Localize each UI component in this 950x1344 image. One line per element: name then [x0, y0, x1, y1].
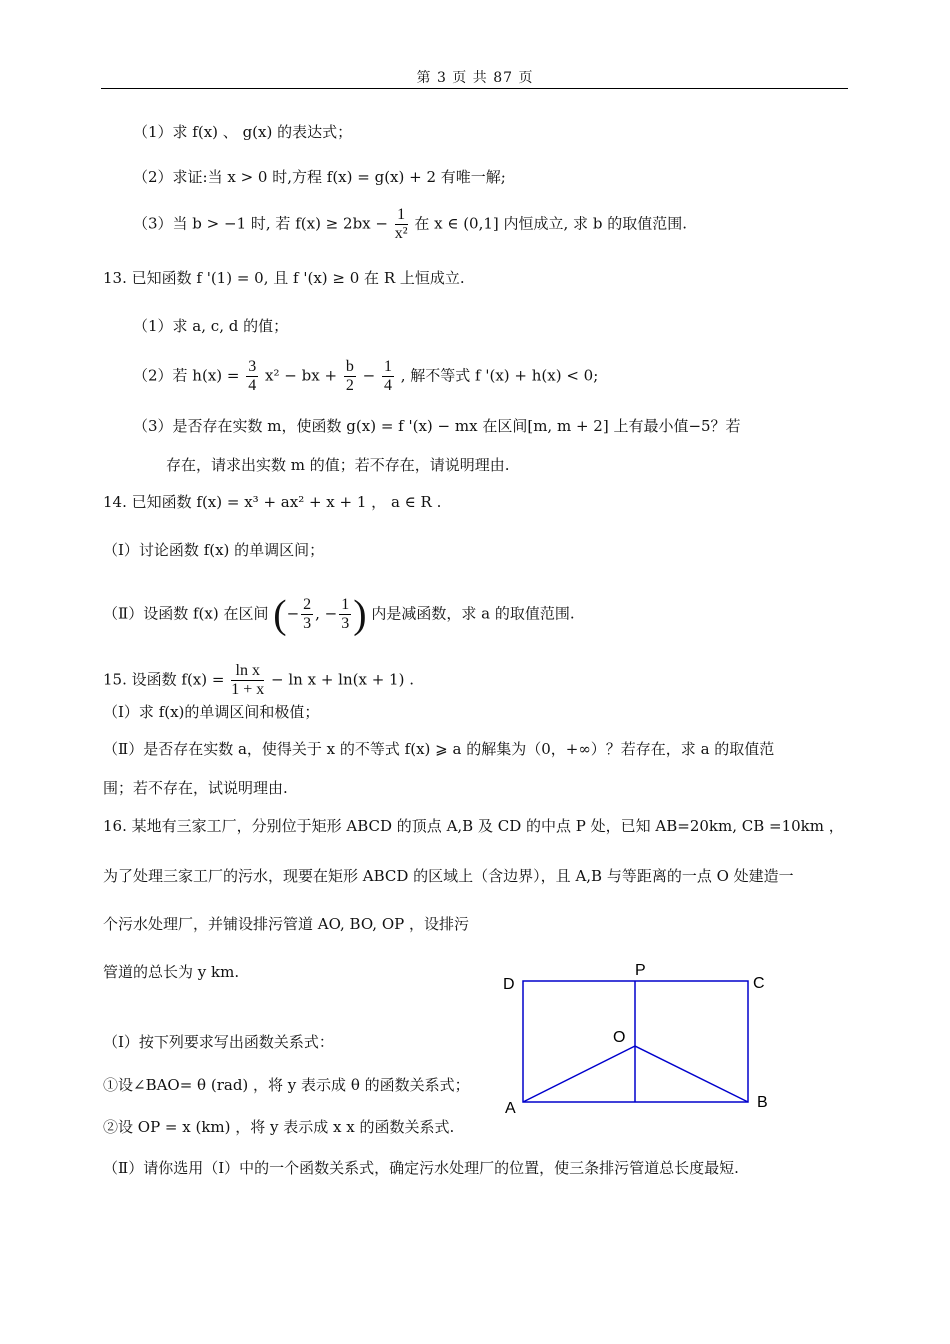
left-paren: ( [273, 591, 287, 637]
label-a: A [505, 1100, 516, 1117]
p12-q3-fraction: $\frac{1}{\text{x²}}$ [394, 206, 408, 242]
p16-line4: 管道的总长为 y km. [103, 963, 240, 981]
p12-q2: （2）求证:当 x > 0 时,方程 f(x) = g(x) + 2 有唯一解; [133, 168, 506, 186]
p16-line3: 个污水处理厂，并铺设排污管道 AO, BO, OP ，设排污 [103, 915, 469, 933]
p12-q3-pre: （3）当 b > −1 时, 若 f(x) ≥ 2bx − [133, 214, 388, 233]
p13-frac-b-2: $\frac{b}{2}$ [345, 358, 354, 394]
p13-frac-3-4: $\frac{3}{4}$ [248, 358, 257, 394]
line-ao [523, 1046, 635, 1102]
p14-q1: （Ⅰ）讨论函数 f(x) 的单调区间； [103, 541, 325, 559]
p16-line1: 16. 某地有三家工厂，分别位于矩形 ABCD 的顶点 A,B 及 CD 的中点 P 处，已知 AB=20km, CB =10km ， [103, 817, 844, 835]
right-paren: ) [353, 591, 367, 637]
p16-part1: （Ⅰ）按下列要求写出函数关系式： [103, 1033, 334, 1051]
p12-q1: （1）求 f(x) 、 g(x) 的表达式； [133, 123, 353, 141]
page-header: 第 3 页 共 87 页 [416, 70, 534, 86]
p14-frac-2-3: $\frac{2}{3}$ [303, 596, 312, 632]
label-p: P [635, 962, 646, 979]
label-b: B [757, 1094, 768, 1111]
p14-stem: 14. 已知函数 f(x) = x³ + ax² + x + 1 ， a ∈ R . [103, 493, 442, 511]
p13-stem: 13. 已知函数 f '(1) = 0, 且 f '(x) ≥ 0 在 R 上恒成立. [103, 269, 465, 287]
header-rule [101, 88, 848, 89]
p16-line2: 为了处理三家工厂的污水，现要在矩形 ABCD 的区域上（含边界），且 A,B 与等距离的一点 O 处建造一 [103, 867, 794, 885]
p15-q2-line1: （Ⅱ）是否存在实数 a，使得关于 x 的不等式 f(x) ⩾ a 的解集为（0，+∞）？若存在，求 a 的取值范 [103, 740, 775, 758]
line-bo [635, 1046, 748, 1102]
p13-q3-line2: 存在，请求出实数 m 的值；若不存在，请说明理由. [166, 456, 510, 474]
p13-frac-1-4: $\frac{1}{4}$ [383, 358, 392, 394]
p15-q2-line2: 围；若不存在，试说明理由. [103, 779, 288, 797]
p14-frac-1-3: $\frac{1}{3}$ [341, 596, 350, 632]
p16-item1: ①设∠BAO= θ (rad) ，将 y 表示成 θ 的函数关系式； [103, 1076, 470, 1094]
label-d: D [503, 976, 515, 993]
label-o: O [613, 1029, 626, 1046]
p13-q1: （1）求 a, c, d 的值； [133, 317, 289, 335]
p12-q3-post: 在 x ∈ (0,1] 内恒成立, 求 b 的取值范围. [414, 214, 687, 233]
p14-q2: （Ⅱ）设函数 f(x) 在区间 (− $\frac{2}{3}$ , − $\frac{1}{3}$ ) 内是减函数，求 a 的取值范围. [103, 591, 575, 637]
p16-part2: （Ⅱ）请你选用（Ⅰ）中的一个函数关系式，确定污水处理厂的位置，使三条排污管道总长度最短. [103, 1159, 739, 1177]
p12-q3 [133, 206, 687, 243]
label-c: C [753, 975, 765, 992]
p16-item2: ②设 OP = x (km) ，将 y 表示成 x x 的函数关系式. [103, 1118, 455, 1136]
p13-q3-line1: （3）是否存在实数 m，使函数 g(x) = f '(x) − mx 在区间[m, m + 2] 上有最小值−5？若 [133, 417, 741, 435]
p15-stem: 15. 设函数 f(x) = $\frac{\text{ln x}}{1 + x}$ − ln x + ln(x + 1) . [103, 662, 414, 698]
p13-q2: （2）若 h(x) = $\frac{3}{4}$ x² − bx + $\frac{b}{2}$ − $\frac{1}{4}$ , 解不等式 f '(x) + h(x) < 0; [133, 358, 599, 394]
p15-q1: （Ⅰ）求 f(x)的单调区间和极值； [103, 703, 320, 721]
rectangle-figure [495, 955, 785, 1125]
p15-frac: $\frac{\text{ln x}}{1 + x}$ [231, 662, 265, 698]
